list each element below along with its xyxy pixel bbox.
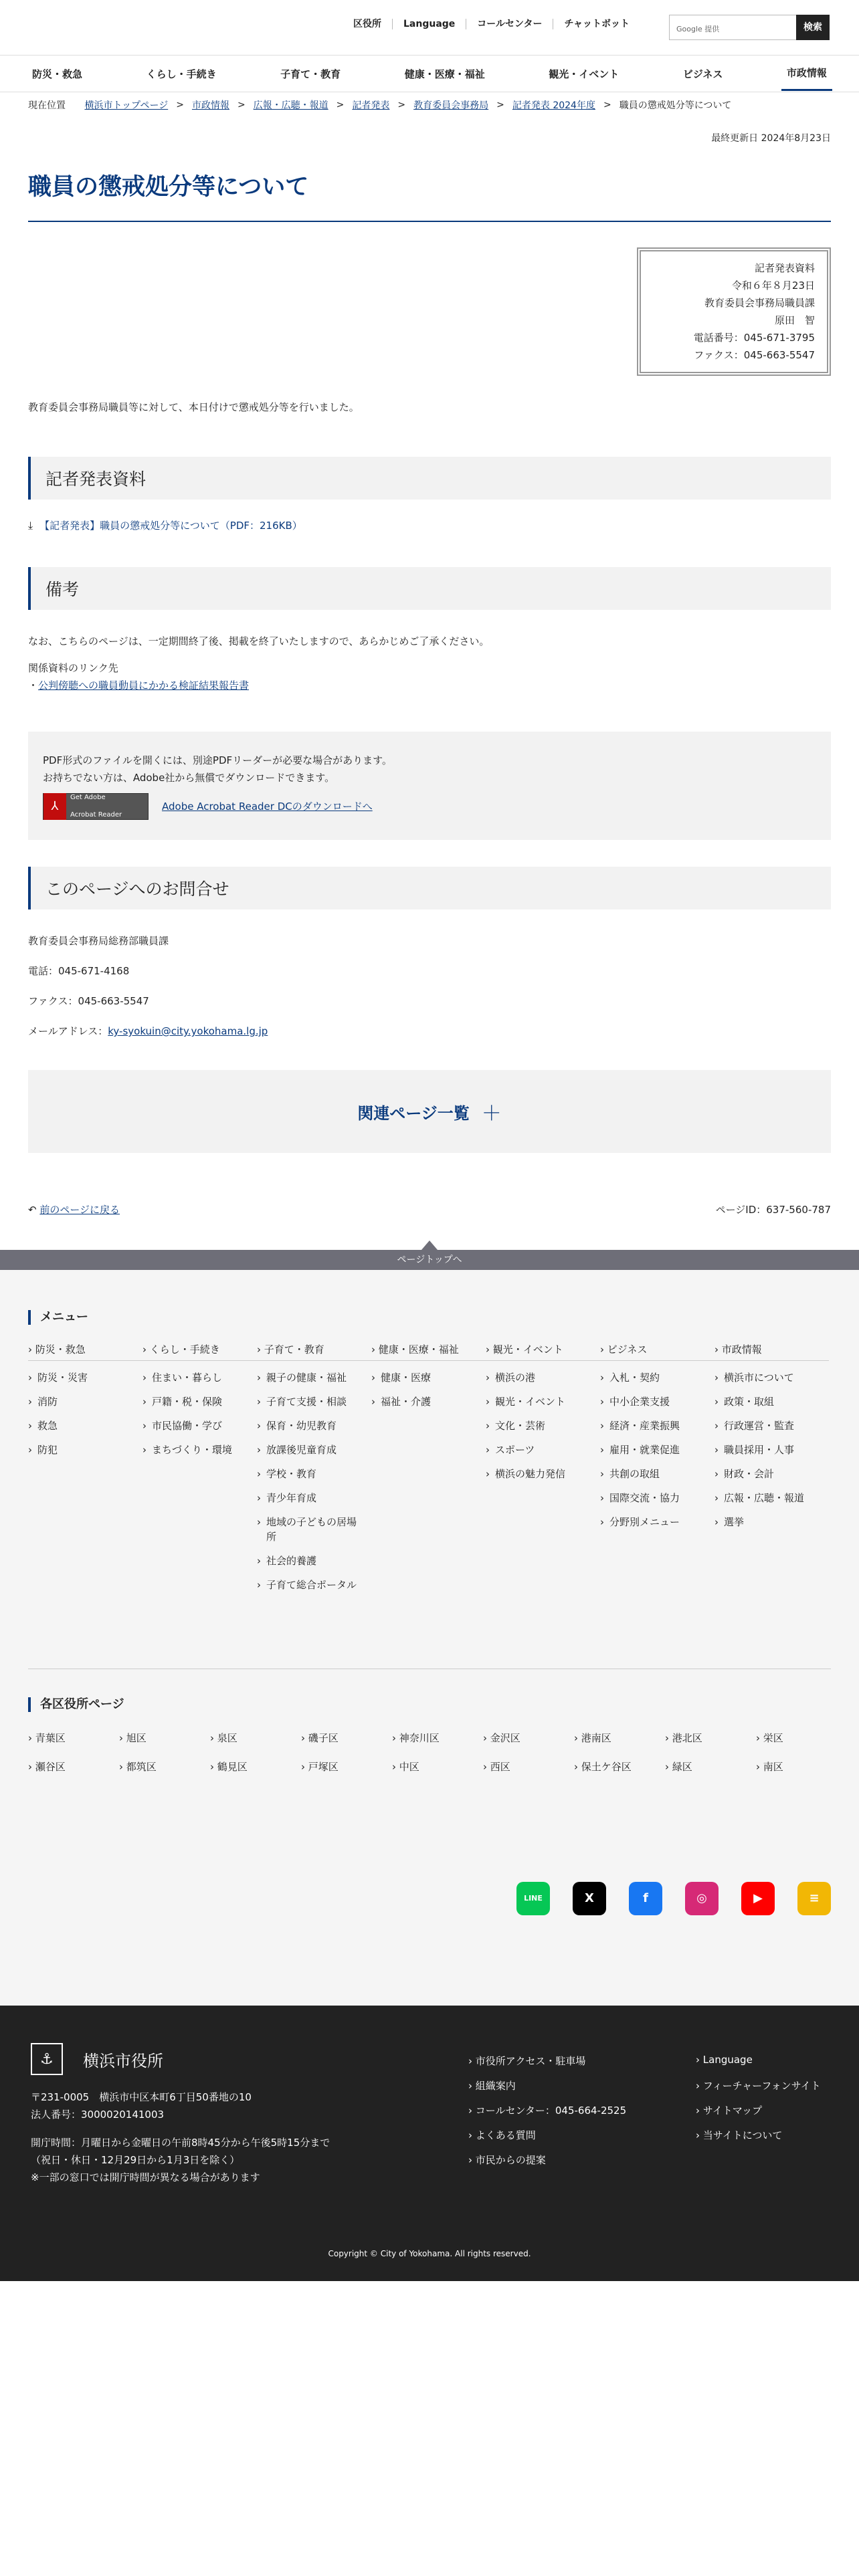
footer-menu-item[interactable]: › 入札・契約 xyxy=(600,1370,714,1385)
press-pdf-link[interactable]: 【記者発表】職員の懲戒処分等について（PDF：216KB） xyxy=(39,520,302,532)
search-input[interactable]: Google 提供 xyxy=(669,15,796,40)
adobe-download-link[interactable]: Adobe Acrobat Reader DCのダウンロードへ xyxy=(162,800,373,813)
footer-link[interactable]: › サイトマップ xyxy=(696,2103,859,2117)
footer-menu-item[interactable]: › 選挙 xyxy=(714,1515,829,1529)
ward-link[interactable]: › 都筑区 xyxy=(119,1759,210,1774)
footer-menu-item[interactable]: › 経済・産業振興 xyxy=(600,1418,714,1433)
note-text: なお、こちらのページは、一定期間終了後、掲載を終了いたしますので、あらかじめご了承ください。 xyxy=(28,635,490,647)
press-box-line: 教育委員会事務局職員課 xyxy=(704,297,815,309)
chevron-right-icon: > xyxy=(397,100,406,110)
line-icon[interactable]: LINE xyxy=(516,1882,550,1915)
download-icon: ⤓ xyxy=(28,518,33,532)
related-docs-label: 関係資料のリンク先 xyxy=(28,662,118,674)
footer-menu-item[interactable]: › 横浜の港 xyxy=(486,1370,600,1385)
footer-menu-item[interactable]: › 社会的養護 xyxy=(257,1553,371,1568)
footer-menu-item[interactable]: › 防災・災害 xyxy=(28,1370,142,1385)
gnav-business[interactable]: ビジネス xyxy=(682,68,723,80)
wards-heading: 各区役所ページ xyxy=(28,1697,831,1712)
intro-text: 教育委員会事務局職員等に対して、本日付けで懲戒処分等を行いました。 xyxy=(28,401,359,413)
breadcrumb-item[interactable]: 広報・広聴・報道 xyxy=(253,100,328,111)
footer-menu-item[interactable]: › スポーツ xyxy=(486,1442,600,1457)
section-heading-note: 備考 xyxy=(28,567,831,610)
chevron-right-icon: > xyxy=(603,100,611,110)
ward-link[interactable]: › 金沢区 xyxy=(483,1731,574,1745)
site-header xyxy=(0,0,859,55)
global-nav xyxy=(0,55,859,92)
ward-link[interactable]: › 南区 xyxy=(756,1759,847,1774)
footer-menu-category[interactable]: › 市政情報 xyxy=(714,1342,829,1361)
contact-mail-link[interactable]: ky-syokuin@city.yokohama.lg.jp xyxy=(108,1025,268,1037)
chevron-right-icon: > xyxy=(496,100,504,110)
org-name: 横浜市役所 xyxy=(83,2051,163,2070)
pdf-reader-text: PDF形式のファイルを開くには、別途PDFリーダーが必要な場合があります。 xyxy=(43,754,392,766)
page-top-label: ページトップへ xyxy=(397,1255,462,1265)
press-info-box xyxy=(637,247,831,376)
breadcrumb-item[interactable]: 記者発表 xyxy=(352,100,390,111)
footer-menu-column xyxy=(600,1342,714,1592)
back-link[interactable]: 前のページに戻る xyxy=(39,1204,120,1216)
gnav-health[interactable]: 健康・医療・福祉 xyxy=(404,68,485,80)
ward-link[interactable]: › 栄区 xyxy=(756,1731,847,1745)
footer-menu-item[interactable]: › 学校・教育 xyxy=(257,1467,371,1481)
utility-links xyxy=(343,19,640,29)
footer-menu-item[interactable]: › 国際交流・協力 xyxy=(600,1491,714,1505)
footer-menu-item[interactable]: › 防犯 xyxy=(28,1442,142,1457)
ward-link[interactable]: › 旭区 xyxy=(119,1731,210,1745)
footer-menu-item[interactable]: › 地域の子どもの居場所 xyxy=(257,1515,371,1544)
footer-menu-column xyxy=(142,1342,257,1592)
youtube-icon[interactable]: ▶ xyxy=(741,1882,775,1915)
ward-link[interactable]: › 保土ケ谷区 xyxy=(574,1759,665,1774)
pdf-reader-text: お持ちでない方は、Adobe社から無償でダウンロードできます。 xyxy=(43,772,335,784)
related-pages-toggle[interactable] xyxy=(28,1070,831,1153)
gnav-living[interactable]: くらし・手続き xyxy=(146,68,217,80)
adobe-reader-badge[interactable] xyxy=(43,793,149,820)
contact-fax: ファクス：045-663-5547 xyxy=(28,995,149,1007)
contact-tel: 電話：045-671-4168 xyxy=(28,965,130,977)
org-corp-number: 法人番号：3000020141003 xyxy=(31,2109,165,2121)
footer-menu-item[interactable]: › 広報・広聴・報道 xyxy=(714,1491,829,1505)
city-crest-icon: ⚓ xyxy=(31,2043,63,2075)
page-top-button[interactable] xyxy=(0,1250,859,1270)
ward-link[interactable]: › 青葉区 xyxy=(28,1731,119,1745)
press-box-line: 令和６年８月23日 xyxy=(731,280,815,292)
site-search xyxy=(669,15,830,40)
footer-menu-item[interactable]: › 文化・芸術 xyxy=(486,1418,600,1433)
footer-menu-item[interactable]: › 戸籍・税・保険 xyxy=(142,1394,257,1409)
pdf-reader-box xyxy=(28,732,831,840)
ward-link[interactable]: › 泉区 xyxy=(210,1731,301,1745)
org-info xyxy=(31,2043,330,2186)
section-heading-press: 記者発表資料 xyxy=(28,457,831,500)
gnav-tourism[interactable]: 観光・イベント xyxy=(549,68,619,80)
x-icon[interactable]: X xyxy=(573,1882,606,1915)
footer-menu-item[interactable]: › 共創の取組 xyxy=(600,1467,714,1481)
plus-icon: ＋ xyxy=(481,1102,502,1125)
ward-link[interactable]: › 戸塚区 xyxy=(301,1759,392,1774)
arrow-up-icon xyxy=(421,1241,438,1250)
footer-menu-column xyxy=(257,1342,371,1592)
breadcrumb-item[interactable]: 教育委員会事務局 xyxy=(413,100,489,111)
facebook-icon[interactable]: f xyxy=(629,1882,662,1915)
gnav-childcare[interactable]: 子育て・教育 xyxy=(280,68,341,80)
note-block xyxy=(28,633,831,694)
breadcrumb-current: 職員の懲戒処分等について xyxy=(619,100,732,111)
press-pdf-link-row xyxy=(28,518,831,532)
page-id: ページID：637-560-787 xyxy=(715,1204,831,1216)
footer-menu-item[interactable]: › 横浜の魅力発信 xyxy=(486,1467,600,1481)
util-chatbot-link[interactable]: チャットボット xyxy=(553,19,640,29)
util-ward-offices-link[interactable]: 区役所 xyxy=(353,19,381,29)
press-box-line: ファクス：045-663-5547 xyxy=(694,349,815,361)
press-box-line: 記者発表資料 xyxy=(754,262,815,274)
org-hours: 開庁時間：月曜日から金曜日の午前8時45分から午後5時15分まで xyxy=(31,2137,330,2149)
footer-menu-column xyxy=(486,1342,600,1592)
footer-menu-item[interactable]: › 青少年育成 xyxy=(257,1491,371,1505)
footer-menu-item[interactable]: › 雇用・就業促進 xyxy=(600,1442,714,1457)
section-heading-contact: このページへのお問合せ xyxy=(28,867,831,909)
footer-menu-item[interactable]: › 分野別メニュー xyxy=(600,1515,714,1529)
chevron-right-icon: > xyxy=(336,100,345,110)
footer-menu-column xyxy=(371,1342,486,1592)
back-arrow-icon: ↶ xyxy=(28,1204,40,1216)
util-language-link[interactable]: Language xyxy=(392,19,466,29)
adobe-logo-icon: ⅄ xyxy=(43,793,66,820)
footer-menu-item[interactable]: › 健康・医療 xyxy=(371,1370,486,1385)
footer-menu-category[interactable]: › 健康・医療・福祉 xyxy=(371,1342,486,1361)
chevron-right-icon: > xyxy=(237,100,246,110)
footer-menu-item[interactable]: › 保育・幼児教育 xyxy=(257,1418,371,1433)
adobe-badge-line: Get Adobe xyxy=(70,794,106,801)
footer-link[interactable]: › 当サイトについて xyxy=(696,2128,859,2142)
ward-link[interactable]: › 港南区 xyxy=(574,1731,665,1745)
footer-menu-heading: メニュー xyxy=(28,1310,831,1325)
footer-link[interactable]: › Language xyxy=(696,2054,859,2068)
ward-link[interactable]: › 神奈川区 xyxy=(392,1731,483,1745)
footer-menu-category[interactable]: › くらし・手続き xyxy=(142,1342,257,1361)
contact-mail-label: メールアドレス： xyxy=(28,1025,108,1037)
footer-link[interactable]: › フィーチャーフォンサイト xyxy=(696,2078,859,2092)
footer-menu-item[interactable]: › 住まい・暮らし xyxy=(142,1370,257,1385)
ward-link[interactable]: › 瀬谷区 xyxy=(28,1759,119,1774)
footer-link[interactable]: › 市役所アクセス・駐車場 xyxy=(468,2054,669,2068)
footer-menu-item[interactable]: › 中小企業支援 xyxy=(600,1394,714,1409)
news-icon[interactable]: ≡ xyxy=(797,1882,831,1915)
breadcrumb xyxy=(0,95,859,115)
breadcrumb-label: 現在位置 xyxy=(28,100,66,111)
list-bullet: ・ xyxy=(28,679,39,691)
footer-menu-column xyxy=(714,1342,829,1592)
related-pages-label: 関連ページ一覧 xyxy=(357,1103,470,1123)
ward-link[interactable]: › 磯子区 xyxy=(301,1731,392,1745)
site-footer xyxy=(0,2006,859,2281)
adobe-badge-line: Acrobat Reader xyxy=(70,811,122,819)
footer-menu-item[interactable]: › まちづくり・環境 xyxy=(142,1442,257,1457)
site-logo[interactable] xyxy=(27,12,107,43)
search-button[interactable]: 検索 xyxy=(796,15,830,40)
footer-menu-item[interactable]: › 行政運営・監査 xyxy=(714,1418,829,1433)
footer-menu-item[interactable]: › 政策・取組 xyxy=(714,1394,829,1409)
footer-menu-item[interactable]: › 観光・イベント xyxy=(486,1394,600,1409)
ward-links xyxy=(28,1731,831,1774)
ward-link[interactable]: › 緑区 xyxy=(665,1759,756,1774)
contact-block xyxy=(28,934,831,1038)
footer-menu-item[interactable]: › 横浜市について xyxy=(714,1370,829,1385)
breadcrumb-item[interactable]: 記者発表 2024年度 xyxy=(512,100,595,111)
copyright: Copyright © City of Yokohama. All rights reserved. xyxy=(328,2249,531,2258)
footer-menu-columns xyxy=(28,1342,831,1592)
footer-link[interactable]: › よくある質問 xyxy=(468,2128,669,2142)
page-title: 職員の懲戒処分等について xyxy=(28,169,831,222)
footer-menu-item[interactable]: › 市民協働・学び xyxy=(142,1418,257,1433)
breadcrumb-item[interactable]: 市政情報 xyxy=(191,100,229,111)
footer-menu-item[interactable]: › 消防 xyxy=(28,1394,142,1409)
contact-dept: 教育委員会事務局総務部職員課 xyxy=(28,935,169,947)
footer-links xyxy=(468,2054,859,2167)
footer-menu-item[interactable]: › 救急 xyxy=(28,1418,142,1433)
gnav-city-info[interactable]: 市政情報 xyxy=(781,56,832,91)
footer-menu-category[interactable]: › 子育て・教育 xyxy=(257,1342,371,1361)
instagram-icon[interactable]: ◎ xyxy=(685,1882,719,1915)
footer-menu-item[interactable]: › 職員採用・人事 xyxy=(714,1442,829,1457)
related-doc-link[interactable]: 公判傍聴への職員動員にかかる検証結果報告書 xyxy=(38,679,250,691)
footer-link[interactable]: › コールセンター：045-664-2525 xyxy=(468,2103,669,2117)
footer-menu-item[interactable]: › 親子の健康・福祉 xyxy=(257,1370,371,1385)
press-box-line: 原田 智 xyxy=(774,314,815,326)
gnav-disaster[interactable]: 防災・救急 xyxy=(32,68,83,80)
page-footer-row xyxy=(28,1202,831,1216)
org-hours: ※一部の窓口では開庁時間が異なる場合があります xyxy=(31,2171,260,2183)
util-call-center-link[interactable]: コールセンター xyxy=(466,19,553,29)
footer-menu-category[interactable]: › 防災・救急 xyxy=(28,1342,142,1361)
breadcrumb-item[interactable]: 横浜市トップページ xyxy=(84,100,169,111)
footer-menu-item[interactable]: › 子育て支援・相談 xyxy=(257,1394,371,1409)
ward-link[interactable]: › 鶴見区 xyxy=(210,1759,301,1774)
ward-link[interactable]: › 中区 xyxy=(392,1759,483,1774)
footer-link[interactable]: › 市民からの提案 xyxy=(468,2153,669,2167)
footer-menu xyxy=(0,1270,859,2006)
footer-menu-column xyxy=(28,1342,142,1592)
press-box-line: 電話番号：045-671-3795 xyxy=(693,332,815,344)
chevron-right-icon: > xyxy=(176,100,184,110)
footer-menu-item[interactable]: › 福祉・介護 xyxy=(371,1394,486,1409)
ward-link[interactable]: › 港北区 xyxy=(665,1731,756,1745)
org-address: 〒231-0005 横浜市中区本町6丁目50番地の10 xyxy=(31,2091,252,2103)
last-updated: 最終更新日 2024年8月23日 xyxy=(711,133,831,144)
footer-menu-item[interactable]: › 放課後児童育成 xyxy=(257,1442,371,1457)
footer-menu-item[interactable]: › 子育て総合ポータル xyxy=(257,1578,371,1592)
footer-link[interactable]: › 組織案内 xyxy=(468,2078,669,2092)
footer-menu-item[interactable]: › 財政・会計 xyxy=(714,1467,829,1481)
ward-link[interactable]: › 西区 xyxy=(483,1759,574,1774)
footer-menu-category[interactable]: › 観光・イベント xyxy=(486,1342,600,1361)
social-links xyxy=(28,1882,831,1915)
footer-menu-category[interactable]: › ビジネス xyxy=(600,1342,714,1361)
org-hours: （祝日・休日・12月29日から1月3日を除く） xyxy=(31,2154,240,2166)
